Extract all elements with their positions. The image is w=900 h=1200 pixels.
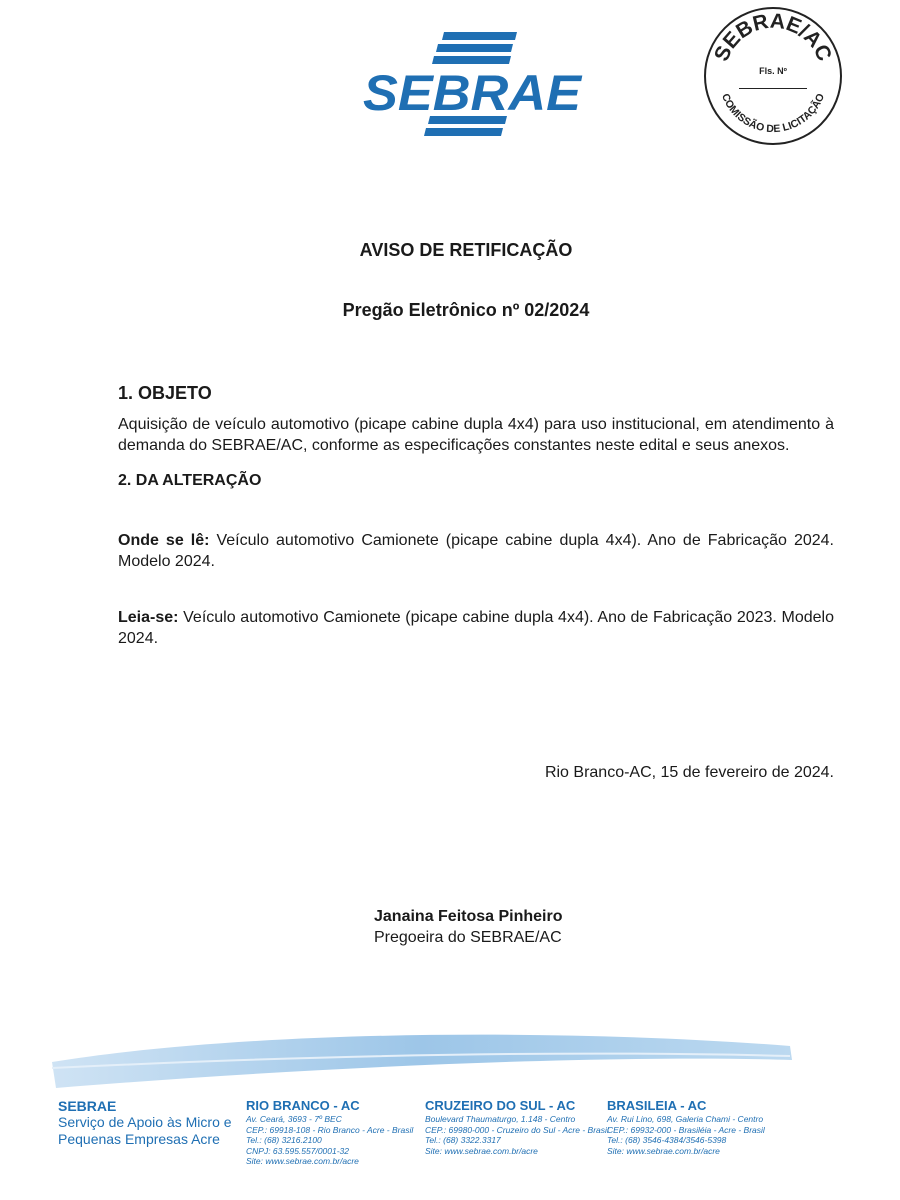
office-cep: CEP.: 69932-000 - Brasiléia - Acre - Brasil bbox=[607, 1124, 765, 1135]
onde-se-le-label: Onde se lê: bbox=[118, 532, 210, 549]
stamp-bottom-text: COMISSÃO DE LICITAÇÃO bbox=[718, 91, 828, 136]
footer-office-rio-branco bbox=[246, 1098, 413, 1167]
onde-se-le-paragraph bbox=[118, 530, 834, 572]
footer-wave bbox=[0, 1010, 900, 1100]
document-subtitle: Pregão Eletrônico nº 02/2024 bbox=[342, 300, 590, 320]
office-phone: Tel.: (68) 3322.3317 bbox=[425, 1135, 501, 1145]
signatory-name: Janaina Feitosa Pinheiro bbox=[374, 908, 563, 925]
office-city: CRUZEIRO DO SUL - AC bbox=[425, 1098, 576, 1113]
footer-office-brasileia bbox=[607, 1098, 765, 1156]
office-city: BRASILEIA - AC bbox=[607, 1098, 707, 1113]
section-alteracao-heading: 2. DA ALTERAÇÃO bbox=[118, 472, 262, 489]
office-site: Site: www.sebrae.com.br/acre bbox=[607, 1145, 720, 1156]
stamp-page-label: Fls. Nº bbox=[759, 66, 787, 76]
stamp-top-text: SEBRAE/AC bbox=[709, 9, 837, 65]
footer-org-name: SEBRAE bbox=[58, 1098, 117, 1114]
office-phone: Tel.: (68) 3216.2100 bbox=[246, 1135, 322, 1145]
leia-se-label: Leia-se: bbox=[118, 609, 179, 626]
office-city: RIO BRANCO - AC bbox=[246, 1098, 360, 1113]
office-cep: CEP.: 69980-000 - Cruzeiro do Sul - Acre - Brasil bbox=[425, 1124, 609, 1135]
commission-stamp bbox=[703, 6, 843, 146]
office-site: Site: www.sebrae.com.br/acre bbox=[246, 1156, 359, 1166]
leia-se-text: Veículo automotivo Camionete (picape cabine dupla 4x4). Ano de Fabricação 2023. Modelo 2024. bbox=[118, 609, 834, 647]
footer-organization bbox=[58, 1098, 243, 1148]
date-line: Rio Branco-AC, 15 de fevereiro de 2024. bbox=[544, 764, 834, 781]
office-address: Av. Ceará, 3693 - 7º BEC bbox=[246, 1114, 342, 1124]
footer-org-description: Serviço de Apoio às Micro e Pequenas Empresas Acre bbox=[58, 1114, 232, 1147]
section-objeto-text: Aquisição de veículo automotivo (picape cabine dupla 4x4) para uso institucional, em atendimento à demanda do SEBRAE/AC, conforme as especificações constantes neste edital e seus anexos. bbox=[118, 416, 834, 454]
onde-se-le-text: Veículo automotivo Camionete (picape cabine dupla 4x4). Ano de Fabricação 2024. Modelo 2024. bbox=[118, 532, 835, 570]
office-site: Site: www.sebrae.com.br/acre bbox=[425, 1145, 538, 1156]
signatory-role: Pregoeira do SEBRAE/AC bbox=[374, 929, 562, 946]
leia-se-paragraph bbox=[118, 607, 834, 649]
office-address: Av. Rui Lino, 698, Galeria Chami - Centro bbox=[607, 1114, 764, 1124]
office-phone: Tel.: (68) 3546-4384/3546-5398 bbox=[607, 1135, 727, 1145]
stamp-page-line bbox=[739, 88, 807, 89]
document-title: AVISO DE RETIFICAÇÃO bbox=[359, 240, 573, 260]
logo-wordmark: SEBRAE bbox=[363, 65, 583, 121]
section-objeto-heading: 1. OBJETO bbox=[118, 383, 212, 403]
office-cep: CEP.: 69918-108 - Rio Branco - Acre - Brasil bbox=[246, 1124, 414, 1135]
footer-office-cruzeiro-do-sul bbox=[425, 1098, 609, 1156]
office-cnpj: CNPJ: 63.595.557/0001-32 bbox=[246, 1145, 350, 1156]
sebrae-logo bbox=[360, 30, 585, 140]
office-address: Boulevard Thaumaturgo, 1.148 - Centro bbox=[425, 1114, 576, 1124]
sebrae-logo-graphic bbox=[360, 30, 585, 140]
